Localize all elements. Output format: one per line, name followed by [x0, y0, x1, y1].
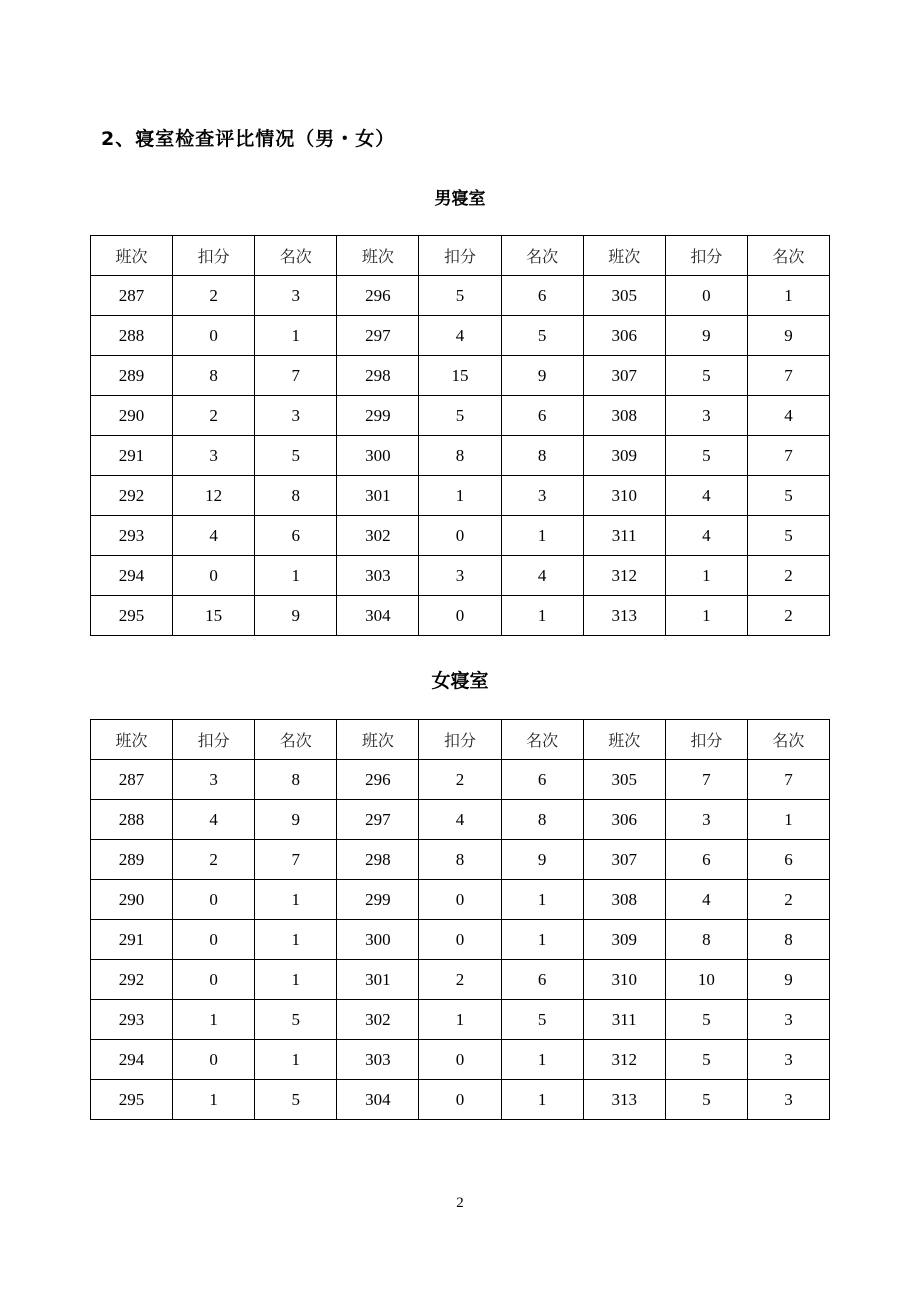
table-cell: 1	[665, 596, 747, 636]
table-cell: 8	[665, 920, 747, 960]
table-cell: 300	[337, 920, 419, 960]
table-cell: 6	[665, 840, 747, 880]
column-header: 扣分	[173, 720, 255, 760]
table-cell: 5	[419, 396, 501, 436]
table-row	[91, 356, 830, 396]
table-cell: 5	[665, 436, 747, 476]
table-cell: 295	[91, 1080, 173, 1120]
column-header: 班次	[337, 720, 419, 760]
table-cell: 291	[91, 920, 173, 960]
table-cell: 3	[665, 396, 747, 436]
column-header: 扣分	[419, 720, 501, 760]
table-cell: 309	[583, 920, 665, 960]
table-cell: 1	[747, 276, 829, 316]
table-cell: 3	[419, 556, 501, 596]
column-header: 扣分	[419, 236, 501, 276]
table-cell: 1	[747, 800, 829, 840]
table-cell: 294	[91, 1040, 173, 1080]
table-cell: 0	[419, 1040, 501, 1080]
table-cell: 4	[419, 316, 501, 356]
table-cell: 292	[91, 960, 173, 1000]
column-header: 名次	[747, 720, 829, 760]
table-cell: 0	[665, 276, 747, 316]
table-header-row	[91, 236, 830, 276]
table-cell: 301	[337, 960, 419, 1000]
table-row	[91, 596, 830, 636]
table-cell: 5	[255, 436, 337, 476]
table-cell: 5	[501, 1000, 583, 1040]
table-cell: 3	[255, 276, 337, 316]
table-cell: 297	[337, 800, 419, 840]
table-cell: 4	[173, 800, 255, 840]
table-cell: 1	[501, 920, 583, 960]
page-number: 2	[456, 1195, 464, 1211]
table-cell: 5	[255, 1000, 337, 1040]
table-cell: 9	[747, 960, 829, 1000]
table-cell: 310	[583, 476, 665, 516]
table-cell: 4	[419, 800, 501, 840]
table-cell: 299	[337, 396, 419, 436]
table-cell: 2	[173, 840, 255, 880]
table-cell: 8	[173, 356, 255, 396]
table-cell: 310	[583, 960, 665, 1000]
table-cell: 8	[419, 840, 501, 880]
table-cell: 311	[583, 516, 665, 556]
section-heading: 2、寝室检查评比情况（男・女）	[101, 128, 396, 150]
table-cell: 307	[583, 840, 665, 880]
table-cell: 7	[255, 356, 337, 396]
table-cell: 299	[337, 880, 419, 920]
table-row	[91, 1000, 830, 1040]
table-cell: 1	[173, 1000, 255, 1040]
table-cell: 304	[337, 596, 419, 636]
table-cell: 3	[665, 800, 747, 840]
table-cell: 8	[419, 436, 501, 476]
table-cell: 15	[173, 596, 255, 636]
table-cell: 9	[501, 356, 583, 396]
table-cell: 7	[747, 356, 829, 396]
table-cell: 312	[583, 1040, 665, 1080]
table-cell: 3	[747, 1000, 829, 1040]
table-cell: 313	[583, 596, 665, 636]
table-cell: 305	[583, 760, 665, 800]
column-header: 名次	[501, 720, 583, 760]
table-row	[91, 316, 830, 356]
table-cell: 8	[501, 800, 583, 840]
table-cell: 8	[255, 760, 337, 800]
table-cell: 0	[419, 516, 501, 556]
column-header: 名次	[501, 236, 583, 276]
table-cell: 9	[255, 800, 337, 840]
column-header: 名次	[747, 236, 829, 276]
table-cell: 5	[255, 1080, 337, 1120]
table-cell: 5	[665, 356, 747, 396]
table-cell: 0	[173, 960, 255, 1000]
table-cell: 1	[419, 1000, 501, 1040]
column-header: 班次	[337, 236, 419, 276]
column-header: 班次	[583, 720, 665, 760]
table-cell: 287	[91, 276, 173, 316]
column-header: 扣分	[665, 236, 747, 276]
table-cell: 287	[91, 760, 173, 800]
table-cell: 5	[419, 276, 501, 316]
table-cell: 1	[501, 516, 583, 556]
table-cell: 300	[337, 436, 419, 476]
table-cell: 7	[665, 760, 747, 800]
table-cell: 293	[91, 1000, 173, 1040]
table-cell: 9	[665, 316, 747, 356]
table-cell: 2	[747, 596, 829, 636]
table-row	[91, 1040, 830, 1080]
table-cell: 1	[255, 880, 337, 920]
table-cell: 0	[173, 556, 255, 596]
table-cell: 6	[501, 960, 583, 1000]
female-dorm-table	[90, 719, 830, 1120]
table-cell: 312	[583, 556, 665, 596]
table-cell: 9	[501, 840, 583, 880]
table-cell: 298	[337, 356, 419, 396]
table-cell: 6	[501, 760, 583, 800]
table-cell: 0	[419, 920, 501, 960]
table-cell: 290	[91, 396, 173, 436]
table-cell: 308	[583, 396, 665, 436]
table-cell: 306	[583, 800, 665, 840]
table-cell: 1	[255, 1040, 337, 1080]
table-cell: 3	[501, 476, 583, 516]
table-cell: 296	[337, 276, 419, 316]
table-cell: 4	[665, 880, 747, 920]
table-cell: 1	[501, 596, 583, 636]
column-header: 扣分	[665, 720, 747, 760]
table-cell: 2	[747, 556, 829, 596]
table-cell: 308	[583, 880, 665, 920]
table-cell: 0	[419, 1080, 501, 1120]
column-header: 班次	[583, 236, 665, 276]
table-cell: 2	[173, 396, 255, 436]
table-cell: 1	[255, 316, 337, 356]
column-header: 班次	[91, 236, 173, 276]
table-cell: 3	[173, 436, 255, 476]
table-cell: 2	[419, 760, 501, 800]
table-cell: 304	[337, 1080, 419, 1120]
table-cell: 1	[255, 920, 337, 960]
table-cell: 1	[419, 476, 501, 516]
table-cell: 2	[173, 276, 255, 316]
table-cell: 4	[173, 516, 255, 556]
table-cell: 10	[665, 960, 747, 1000]
table-cell: 9	[255, 596, 337, 636]
table-cell: 288	[91, 316, 173, 356]
male-dorm-table	[90, 235, 830, 636]
table-cell: 1	[255, 556, 337, 596]
table-row	[91, 800, 830, 840]
table-row	[91, 840, 830, 880]
table-row	[91, 556, 830, 596]
table-cell: 4	[501, 556, 583, 596]
male-dorm-title: 男寝室	[434, 189, 486, 209]
table-cell: 311	[583, 1000, 665, 1040]
table-cell: 1	[255, 960, 337, 1000]
table-cell: 7	[747, 760, 829, 800]
table-cell: 8	[255, 476, 337, 516]
table-cell: 305	[583, 276, 665, 316]
table-cell: 289	[91, 356, 173, 396]
table-cell: 6	[747, 840, 829, 880]
table-cell: 295	[91, 596, 173, 636]
table-cell: 5	[665, 1080, 747, 1120]
table-cell: 8	[501, 436, 583, 476]
table-row	[91, 276, 830, 316]
table-cell: 12	[173, 476, 255, 516]
table-row	[91, 920, 830, 960]
table-cell: 292	[91, 476, 173, 516]
table-cell: 313	[583, 1080, 665, 1120]
table-cell: 302	[337, 516, 419, 556]
table-cell: 3	[255, 396, 337, 436]
table-cell: 4	[665, 476, 747, 516]
table-cell: 5	[665, 1000, 747, 1040]
table-cell: 15	[419, 356, 501, 396]
table-cell: 307	[583, 356, 665, 396]
table-cell: 3	[747, 1080, 829, 1120]
table-cell: 9	[747, 316, 829, 356]
table-cell: 5	[747, 476, 829, 516]
table-cell: 0	[419, 596, 501, 636]
table-cell: 296	[337, 760, 419, 800]
table-cell: 0	[173, 1040, 255, 1080]
table-row	[91, 436, 830, 476]
table-cell: 1	[501, 880, 583, 920]
table-cell: 0	[173, 880, 255, 920]
table-cell: 290	[91, 880, 173, 920]
table-header-row	[91, 720, 830, 760]
table-cell: 6	[501, 276, 583, 316]
table-cell: 2	[747, 880, 829, 920]
table-cell: 303	[337, 1040, 419, 1080]
table-cell: 294	[91, 556, 173, 596]
table-cell: 289	[91, 840, 173, 880]
table-cell: 4	[665, 516, 747, 556]
table-cell: 5	[665, 1040, 747, 1080]
table-cell: 6	[255, 516, 337, 556]
table-cell: 8	[747, 920, 829, 960]
table-cell: 288	[91, 800, 173, 840]
table-cell: 7	[747, 436, 829, 476]
column-header: 名次	[255, 236, 337, 276]
table-row	[91, 880, 830, 920]
table-cell: 298	[337, 840, 419, 880]
table-cell: 4	[747, 396, 829, 436]
table-cell: 3	[173, 760, 255, 800]
table-cell: 297	[337, 316, 419, 356]
table-cell: 0	[173, 316, 255, 356]
table-cell: 302	[337, 1000, 419, 1040]
table-cell: 1	[665, 556, 747, 596]
table-cell: 1	[501, 1040, 583, 1080]
table-cell: 0	[173, 920, 255, 960]
table-cell: 293	[91, 516, 173, 556]
table-cell: 303	[337, 556, 419, 596]
column-header: 班次	[91, 720, 173, 760]
table-cell: 0	[419, 880, 501, 920]
table-row	[91, 960, 830, 1000]
table-row	[91, 760, 830, 800]
table-cell: 5	[747, 516, 829, 556]
table-row	[91, 516, 830, 556]
column-header: 名次	[255, 720, 337, 760]
table-cell: 291	[91, 436, 173, 476]
table-row	[91, 476, 830, 516]
table-cell: 7	[255, 840, 337, 880]
female-dorm-title: 女寝室	[431, 670, 489, 692]
table-row	[91, 396, 830, 436]
table-cell: 5	[501, 316, 583, 356]
table-cell: 1	[173, 1080, 255, 1120]
table-cell: 309	[583, 436, 665, 476]
table-cell: 301	[337, 476, 419, 516]
table-cell: 306	[583, 316, 665, 356]
table-cell: 6	[501, 396, 583, 436]
table-row	[91, 1080, 830, 1120]
table-cell: 2	[419, 960, 501, 1000]
table-cell: 1	[501, 1080, 583, 1120]
column-header: 扣分	[173, 236, 255, 276]
table-cell: 3	[747, 1040, 829, 1080]
